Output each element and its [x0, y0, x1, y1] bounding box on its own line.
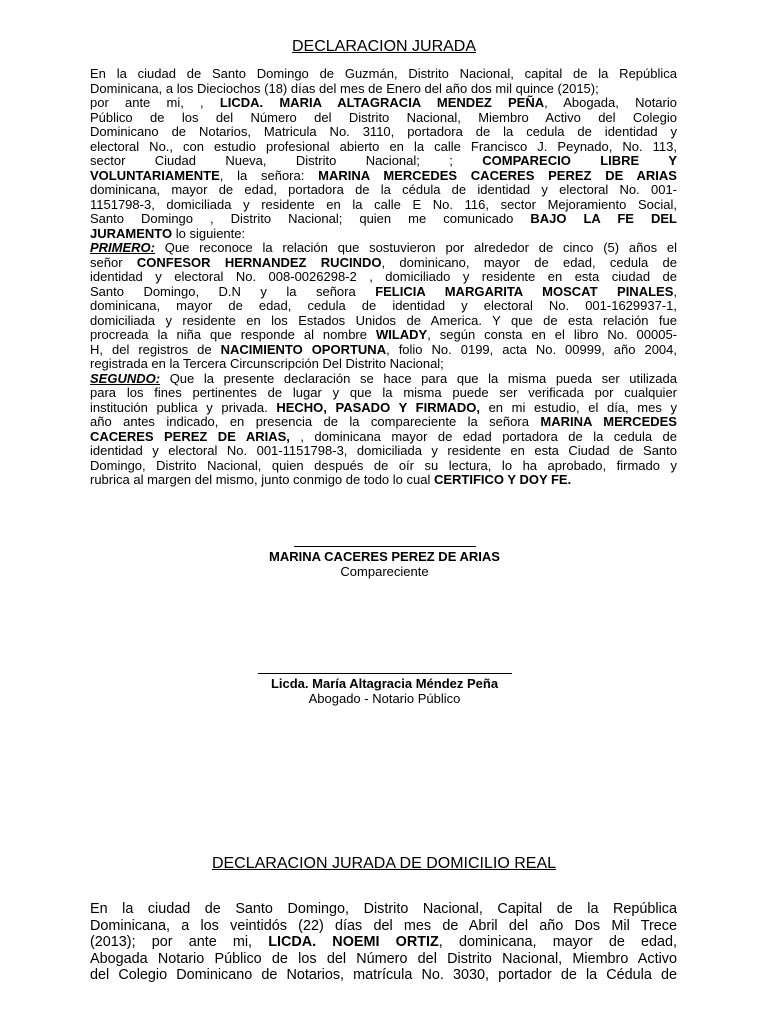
text-line — [90, 951, 677, 968]
text-run: , según consta en el libro No. 00005- — [427, 327, 678, 342]
text-run: , la señora: — [219, 167, 319, 183]
text-line — [90, 459, 677, 474]
emphasized-text: WILADY — [375, 327, 428, 342]
text-line — [90, 901, 677, 918]
text-run: dominicana, mayor de edad, portadora de la cédula de identidad y electoral No. 001- — [90, 182, 677, 197]
text-run: Santo Domingo, D.N y la señora — [90, 283, 376, 299]
text-line — [90, 473, 677, 488]
text-line — [90, 198, 677, 213]
signer-name: MARINA CACERES PEREZ DE ARIAS — [269, 549, 500, 564]
text-line — [90, 918, 677, 935]
text-line — [90, 270, 677, 285]
text-line — [90, 343, 677, 358]
text-run: domiciliada y residente en los Estados Unidos de America. Y que de esta relación fue — [90, 312, 677, 328]
text-line — [90, 401, 677, 416]
text-line — [90, 140, 677, 155]
signature-line — [294, 546, 476, 547]
text-run: rubrica al margen del mismo, junto conmigo de todo lo cual — [90, 472, 434, 487]
text-run: , dominicana, mayor de edad, — [438, 934, 677, 950]
emphasized-text: CONFESOR HERNANDEZ RUCINDO — [136, 254, 382, 270]
text-run: identidad y electoral No. 008-0026298-2 , domiciliado y residente en esta ciudad de — [90, 269, 677, 284]
text-line — [90, 386, 677, 401]
text-line — [90, 967, 677, 984]
document-title-2: DECLARACION JURADA DE DOMICILIO REAL — [211, 855, 557, 872]
text-run: Que reconoce la relación que sostuvieron por alrededor de cinco (5) años el — [155, 240, 677, 255]
signer-role: Compareciente — [340, 564, 429, 579]
text-run: Que la presente declaración se hace para que la misma pueda ser utilizada — [160, 370, 677, 386]
text-run: institución publica y privada. — [90, 399, 277, 415]
emphasized-text: HECHO, PASADO Y FIRMADO, — [276, 399, 480, 415]
text-run: para los fines pertinentes de lugar y que la misma puede ser verificada por cualquier — [90, 385, 677, 400]
text-run: En la ciudad de Santo Domingo, Distrito Nacional, Capital de la República — [90, 901, 677, 917]
text-run: H, del registros de — [90, 341, 221, 357]
text-line — [90, 314, 677, 329]
text-line — [90, 256, 677, 271]
emphasized-text: COMPARECIO LIBRE Y — [482, 153, 677, 168]
text-line — [90, 169, 677, 184]
text-line — [90, 154, 677, 169]
text-run: , folio No. 0199, acta No. 00999, año 2004, — [386, 341, 677, 357]
emphasized-text: SEGUNDO: — [90, 370, 161, 386]
text-line — [90, 415, 677, 430]
text-run: sector Ciudad Nueva, Distrito Nacional; ; — [90, 153, 483, 168]
text-run: en mi estudio, el día, mes y — [479, 399, 677, 415]
text-run: lo siguiente: — [172, 225, 246, 241]
text-run: señor — [90, 254, 137, 270]
signer-role: Abogado - Notario Público — [308, 691, 461, 706]
signature-line — [258, 673, 512, 674]
text-run: procreada la niña que responde al nombre — [90, 327, 376, 342]
text-run: Abogada Notario Público de los del Número del Distrito Nacional, Miembro Activo — [90, 950, 677, 967]
domicile-declaration-body — [90, 901, 677, 984]
text-run: (2013); por ante mi, — [90, 934, 269, 950]
emphasized-text: PRIMERO: — [90, 240, 155, 255]
emphasized-text: LICDA. MARIA ALTAGRACIA MENDEZ PEÑA — [219, 95, 545, 110]
text-line — [90, 372, 677, 387]
text-line — [90, 299, 677, 314]
emphasized-text: LICDA. NOEMI ORTIZ — [268, 934, 439, 950]
text-run: Dominicana, a los Dieciochos (18) días del mes de Enero del año dos mil quince (2015); — [90, 80, 599, 96]
emphasized-text: JURAMENTO — [90, 225, 173, 241]
emphasized-text: CACERES PEREZ DE ARIAS, — [90, 428, 290, 444]
text-run: , Abogada, Notario — [544, 95, 677, 110]
text-run: por ante mi, , — [90, 95, 220, 110]
text-run: En la ciudad de Santo Domingo de Guzmán, Distrito Nacional, capital de la República — [90, 66, 677, 81]
signer-name: Licda. María Altagracia Méndez Peña — [270, 676, 499, 691]
text-line — [90, 328, 677, 343]
text-run: Dominicano de Notarios, Matricula No. 3110, portadora de la cedula de identidad y — [90, 124, 677, 139]
text-line — [90, 934, 677, 951]
text-line — [90, 285, 677, 300]
text-run: Santo Domingo , Distrito Nacional; quien me comunicado — [90, 211, 531, 226]
emphasized-text: CERTIFICO Y DOY FE. — [433, 472, 572, 487]
document-title: DECLARACION JURADA — [291, 38, 477, 55]
text-run: Domingo, Distrito Nacional, quien después de oír su lectura, lo ha aprobado, firmado y — [90, 457, 677, 473]
emphasized-text: FELICIA MARGARITA MOSCAT PINALES — [375, 283, 674, 299]
text-line — [90, 227, 677, 242]
text-line — [90, 430, 677, 445]
text-line — [90, 212, 677, 227]
text-line — [90, 82, 677, 97]
emphasized-text: VOLUNTARIAMENTE — [90, 167, 220, 183]
emphasized-text: MARINA MERCEDES — [540, 414, 677, 429]
text-run: , dominicana mayor de edad portadora de la cedula de — [289, 428, 677, 444]
signature-block-compareciente — [253, 546, 516, 579]
text-run: Público de los del Número del Distrito Nacional, Miembro Activo del Colegio — [90, 109, 677, 125]
emphasized-text: NACIMIENTO OPORTUNA — [220, 341, 387, 357]
text-run: Dominicana, a los veintidós (22) días del mes de Abril del año Dos Mil Trece — [90, 917, 677, 934]
text-run: electoral No., con estudio profesional abierto en la calle Francisco J. Peynado, No. 113, — [90, 138, 677, 154]
emphasized-text: BAJO LA FE DEL — [530, 211, 677, 226]
text-run: identidad y electoral No. 001-1151798-3, domiciliada y residente en esta Ciudad de Santo — [90, 443, 677, 458]
text-line — [90, 96, 677, 111]
text-run: dominicana, mayor de edad, cedula de identidad y electoral No. 001-1629937-1, — [90, 298, 677, 313]
emphasized-text: MARINA MERCEDES CACERES PEREZ DE ARIAS — [318, 167, 677, 183]
text-run: , — [673, 283, 677, 299]
text-line — [90, 67, 677, 82]
text-line — [90, 357, 677, 372]
text-run: , dominicano, mayor de edad, cedula de — [381, 254, 678, 270]
text-line — [90, 183, 677, 198]
text-run: año antes indicado, en presencia de la compareciente la señora — [90, 414, 541, 429]
signature-block-notary — [253, 673, 516, 706]
text-run: del Colegio Dominicano de Notarios, matrícula No. 3030, portador de la Cédula de — [90, 967, 677, 983]
text-line — [90, 125, 677, 140]
text-run: registrada en la Tercera Circunscripción Del Distrito Nacional; — [90, 356, 444, 371]
text-line — [90, 111, 677, 126]
text-line — [90, 241, 677, 256]
text-run: 1151798-3, domiciliada y residente en la calle E No. 116, sector Mejoramiento Social, — [90, 196, 677, 212]
declaration-body — [90, 67, 677, 488]
text-line — [90, 444, 677, 459]
